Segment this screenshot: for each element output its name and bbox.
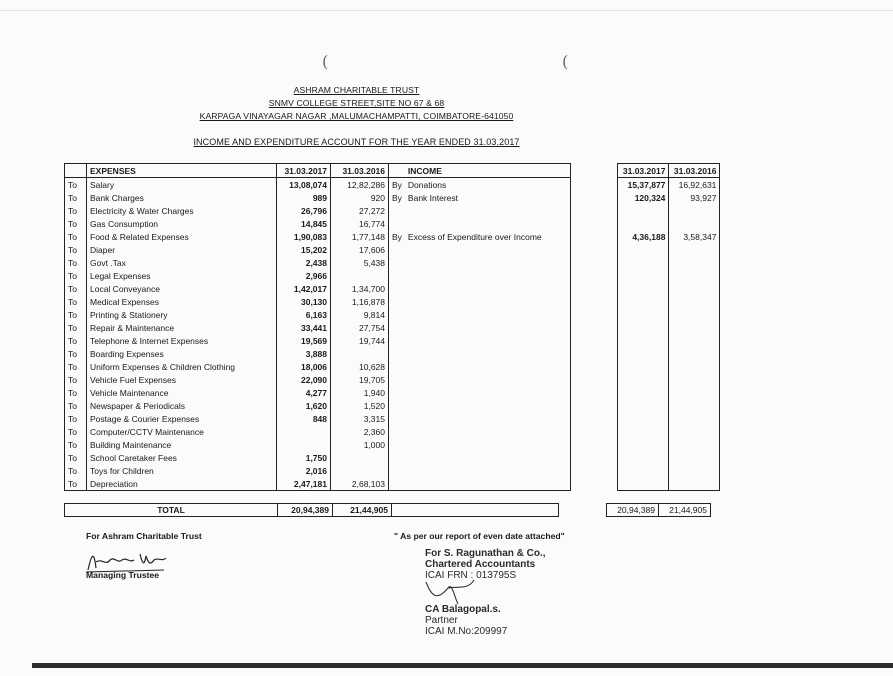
income-name (405, 243, 571, 256)
expense-2017: 33,441 (277, 321, 331, 334)
row-by (389, 321, 405, 334)
income-name (405, 386, 571, 399)
expense-2017: 3,888 (277, 347, 331, 360)
income-name (405, 217, 571, 230)
expense-2016: 9,814 (331, 308, 389, 321)
income-2017 (618, 438, 669, 451)
income-name (405, 477, 571, 491)
expense-2016: 920 (331, 191, 389, 204)
header-expenses: EXPENSES (87, 164, 277, 178)
expense-2017: 14,845 (277, 217, 331, 230)
per-report-note: " As per our report of even date attached" (394, 531, 565, 541)
org-address-line1: SNMV COLLEGE STREET,SITE NO 67 & 68 (268, 98, 445, 108)
income-2016 (669, 399, 720, 412)
income-2017 (618, 308, 669, 321)
gap-cell (571, 360, 618, 373)
expense-2017: 18,006 (277, 360, 331, 373)
income-2017: 15,37,877 (618, 178, 669, 192)
row-by (389, 373, 405, 386)
income-2016 (669, 204, 720, 217)
row-prefix: To (65, 334, 87, 347)
row-by (389, 308, 405, 321)
gap-cell (571, 464, 618, 477)
expense-2017: 15,202 (277, 243, 331, 256)
row-prefix: To (65, 425, 87, 438)
table-row (65, 347, 720, 360)
income-name (405, 308, 571, 321)
gap-cell (571, 230, 618, 243)
expense-2017: 26,796 (277, 204, 331, 217)
row-by: By (389, 230, 405, 243)
managing-trustee-label: Managing Trustee (86, 570, 160, 580)
income-2017 (618, 360, 669, 373)
expense-2016: 10,628 (331, 360, 389, 373)
row-prefix: To (65, 217, 87, 230)
total-exp-2016: 21,44,905 (333, 504, 392, 517)
income-name (405, 269, 571, 282)
income-2016 (669, 412, 720, 425)
income-2017 (618, 321, 669, 334)
table-row (65, 399, 720, 412)
row-by: By (389, 178, 405, 192)
gap-cell (571, 451, 618, 464)
expense-name: Local Conveyance (87, 282, 277, 295)
partner-name: CA Balagopal.s. (425, 604, 501, 615)
income-2016: 16,92,631 (669, 178, 720, 192)
page-bottom-bar (32, 663, 893, 668)
gap-cell (571, 243, 618, 256)
row-prefix: To (65, 256, 87, 269)
partner-title: Partner (425, 615, 458, 626)
statement-title: INCOME AND EXPENDITURE ACCOUNT FOR THE YEAR ENDED 31.03.2017 (193, 137, 520, 147)
table-row (65, 282, 720, 295)
income-expenditure-table (64, 163, 720, 491)
income-name (405, 204, 571, 217)
gap-cell (571, 308, 618, 321)
row-prefix: To (65, 178, 87, 192)
expense-name: Repair & Maintenance (87, 321, 277, 334)
table-row (65, 360, 720, 373)
expense-2016: 1,000 (331, 438, 389, 451)
gap-cell (571, 425, 618, 438)
expense-2017: 848 (277, 412, 331, 425)
income-2016 (669, 373, 720, 386)
total-inc-2016: 21,44,905 (659, 504, 711, 517)
expense-name: Computer/CCTV Maintenance (87, 425, 277, 438)
expense-2017 (277, 425, 331, 438)
totals-table (64, 503, 711, 517)
income-name (405, 334, 571, 347)
expense-2016: 3,315 (331, 412, 389, 425)
row-prefix: To (65, 347, 87, 360)
gap-cell (571, 321, 618, 334)
expense-name: Uniform Expenses & Children Clothing (87, 360, 277, 373)
gap-cell (571, 191, 618, 204)
header-prefix-cell (65, 164, 87, 178)
expense-name: Printing & Stationery (87, 308, 277, 321)
partner-membership-no: ICAI M.No:209997 (425, 626, 508, 637)
expense-name: Govt .Tax (87, 256, 277, 269)
expense-2016: 2,68,103 (331, 477, 389, 491)
row-prefix: To (65, 321, 87, 334)
income-2017 (618, 451, 669, 464)
gap-cell (571, 412, 618, 425)
row-by (389, 399, 405, 412)
punch-hole-right: ( (562, 52, 569, 71)
org-address-line2: KARPAGA VINAYAGAR NAGAR ,MALUMACHAMPATTI, COIMBATORE-641050 (199, 111, 514, 121)
expense-2017: 2,438 (277, 256, 331, 269)
total-exp-2017: 20,94,389 (278, 504, 333, 517)
income-name (405, 425, 571, 438)
header-gap-cell (571, 164, 618, 178)
income-name (405, 464, 571, 477)
gap-cell (571, 295, 618, 308)
expense-2016: 27,272 (331, 204, 389, 217)
expense-name: Vehicle Maintenance (87, 386, 277, 399)
expense-2016: 1,520 (331, 399, 389, 412)
row-prefix: To (65, 399, 87, 412)
expense-2016: 17,606 (331, 243, 389, 256)
expense-name: Newspaper & Periodicals (87, 399, 277, 412)
row-prefix: To (65, 438, 87, 451)
header-exp-2017: 31.03.2017 (277, 164, 331, 178)
expense-name: Depreciation (87, 477, 277, 491)
expense-2016: 12,82,286 (331, 178, 389, 192)
row-prefix: To (65, 230, 87, 243)
income-name (405, 347, 571, 360)
row-by (389, 425, 405, 438)
row-by (389, 412, 405, 425)
table-row (65, 295, 720, 308)
income-2016 (669, 477, 720, 491)
row-by (389, 217, 405, 230)
income-2017 (618, 477, 669, 491)
income-2017 (618, 243, 669, 256)
row-prefix: To (65, 282, 87, 295)
row-by (389, 282, 405, 295)
expense-2016 (331, 464, 389, 477)
expense-2016: 1,77,148 (331, 230, 389, 243)
expense-name: Toys for Children (87, 464, 277, 477)
table-row (65, 334, 720, 347)
row-prefix: To (65, 308, 87, 321)
table-row (65, 425, 720, 438)
row-by (389, 464, 405, 477)
income-2017 (618, 295, 669, 308)
expense-2017: 2,016 (277, 464, 331, 477)
expense-2017: 1,620 (277, 399, 331, 412)
income-2016 (669, 295, 720, 308)
income-2016 (669, 217, 720, 230)
table-row (65, 204, 720, 217)
table-row (65, 230, 720, 243)
row-by (389, 477, 405, 491)
table-row (65, 243, 720, 256)
income-2017 (618, 269, 669, 282)
org-name: ASHRAM CHARITABLE TRUST (293, 85, 420, 95)
gap-cell (571, 373, 618, 386)
expense-name: Building Maintenance (87, 438, 277, 451)
header-inc-2017: 31.03.2017 (618, 164, 669, 178)
row-by (389, 204, 405, 217)
row-by (389, 386, 405, 399)
gap-cell (571, 347, 618, 360)
table-row (65, 373, 720, 386)
expense-name: Gas Consumption (87, 217, 277, 230)
row-prefix: To (65, 451, 87, 464)
expense-2016: 1,940 (331, 386, 389, 399)
expense-name: Bank Charges (87, 191, 277, 204)
table-row (65, 386, 720, 399)
total-income-blank (392, 504, 559, 517)
income-2016 (669, 464, 720, 477)
expense-name: School Caretaker Fees (87, 451, 277, 464)
income-2017: 120,324 (618, 191, 669, 204)
income-2016: 93,927 (669, 191, 720, 204)
expense-2017: 2,966 (277, 269, 331, 282)
table-row (65, 412, 720, 425)
income-2016 (669, 321, 720, 334)
header-inc-2016: 31.03.2016 (669, 164, 720, 178)
table-row (65, 178, 720, 192)
row-prefix: To (65, 243, 87, 256)
income-2016 (669, 256, 720, 269)
income-2017 (618, 464, 669, 477)
partner-block (425, 604, 507, 637)
income-2017 (618, 373, 669, 386)
row-by (389, 451, 405, 464)
total-gap (559, 504, 607, 517)
expense-2016: 19,744 (331, 334, 389, 347)
row-by (389, 438, 405, 451)
income-2016 (669, 243, 720, 256)
gap-cell (571, 282, 618, 295)
income-name: Donations (405, 178, 571, 192)
table-row (65, 217, 720, 230)
income-name (405, 282, 571, 295)
table-row (65, 464, 720, 477)
gap-cell (571, 438, 618, 451)
income-2016 (669, 308, 720, 321)
expense-2016: 5,438 (331, 256, 389, 269)
gap-cell (571, 477, 618, 491)
row-by (389, 256, 405, 269)
expense-name: Food & Related Expenses (87, 230, 277, 243)
income-name (405, 399, 571, 412)
table-header-row (65, 164, 720, 178)
expense-2016 (331, 269, 389, 282)
auditor-firm: For S. Ragunathan & Co., (425, 548, 546, 559)
income-2016 (669, 425, 720, 438)
expense-2017: 1,90,083 (277, 230, 331, 243)
table-row (65, 438, 720, 451)
income-2016 (669, 347, 720, 360)
expense-name: Legal Expenses (87, 269, 277, 282)
income-name (405, 295, 571, 308)
income-2017: 4,36,188 (618, 230, 669, 243)
row-by: By (389, 191, 405, 204)
row-prefix: To (65, 269, 87, 282)
row-by (389, 347, 405, 360)
expense-name: Medical Expenses (87, 295, 277, 308)
total-inc-2017: 20,94,389 (607, 504, 659, 517)
page-edge-line (0, 10, 893, 11)
income-2016 (669, 438, 720, 451)
income-2017 (618, 399, 669, 412)
table-row (65, 308, 720, 321)
table-row (65, 269, 720, 282)
income-2017 (618, 334, 669, 347)
row-prefix: To (65, 477, 87, 491)
expense-name: Boarding Expenses (87, 347, 277, 360)
row-by (389, 243, 405, 256)
expense-name: Salary (87, 178, 277, 192)
expense-name: Vehicle Fuel Expenses (87, 373, 277, 386)
expense-2017: 6,163 (277, 308, 331, 321)
income-name: Bank Interest (405, 191, 571, 204)
income-2017 (618, 204, 669, 217)
expense-2017: 1,42,017 (277, 282, 331, 295)
row-prefix: To (65, 373, 87, 386)
auditor-designation: Chartered Accountants (425, 559, 536, 570)
expense-name: Postage & Courier Expenses (87, 412, 277, 425)
punch-hole-left: ( (322, 52, 329, 71)
expense-2017: 1,750 (277, 451, 331, 464)
row-prefix: To (65, 386, 87, 399)
income-2017 (618, 412, 669, 425)
row-by (389, 295, 405, 308)
expense-2016: 19,705 (331, 373, 389, 386)
header-income: INCOME (405, 164, 571, 178)
gap-cell (571, 256, 618, 269)
gap-cell (571, 204, 618, 217)
row-by (389, 360, 405, 373)
auditor-frn: ICAI FRN : 013795S (425, 570, 517, 581)
row-prefix: To (65, 412, 87, 425)
gap-cell (571, 399, 618, 412)
expense-2017 (277, 438, 331, 451)
expense-2017: 19,569 (277, 334, 331, 347)
table-row (65, 256, 720, 269)
income-2016 (669, 360, 720, 373)
expense-2016: 27,754 (331, 321, 389, 334)
income-2016 (669, 282, 720, 295)
expense-2016 (331, 451, 389, 464)
total-label: TOTAL (65, 504, 278, 517)
income-2017 (618, 282, 669, 295)
expense-2016: 1,16,878 (331, 295, 389, 308)
income-name (405, 373, 571, 386)
expense-name: Telephone & Internet Expenses (87, 334, 277, 347)
income-2017 (618, 425, 669, 438)
income-name (405, 451, 571, 464)
income-2017 (618, 256, 669, 269)
income-2017 (618, 347, 669, 360)
expense-name: Electricity & Water Charges (87, 204, 277, 217)
header-exp-2016: 31.03.2016 (331, 164, 389, 178)
expense-2016 (331, 347, 389, 360)
income-2017 (618, 386, 669, 399)
totals-row (65, 504, 711, 517)
income-2016: 3,58,347 (669, 230, 720, 243)
row-prefix: To (65, 204, 87, 217)
row-prefix: To (65, 191, 87, 204)
row-by (389, 334, 405, 347)
expense-name: Diaper (87, 243, 277, 256)
gap-cell (571, 178, 618, 192)
expense-2017: 13,08,074 (277, 178, 331, 192)
table-row (65, 321, 720, 334)
row-prefix: To (65, 360, 87, 373)
expense-2017: 989 (277, 191, 331, 204)
income-name (405, 256, 571, 269)
gap-cell (571, 386, 618, 399)
row-prefix: To (65, 464, 87, 477)
expense-2017: 22,090 (277, 373, 331, 386)
income-name (405, 412, 571, 425)
expense-2017: 4,277 (277, 386, 331, 399)
income-name: Excess of Expenditure over Income (405, 230, 571, 243)
gap-cell (571, 334, 618, 347)
income-2016 (669, 386, 720, 399)
expense-2016: 1,34,700 (331, 282, 389, 295)
expense-2016: 16,774 (331, 217, 389, 230)
expense-2016: 2,360 (331, 425, 389, 438)
income-2016 (669, 334, 720, 347)
for-trust-label: For Ashram Charitable Trust (86, 531, 202, 541)
header-by-cell (389, 164, 405, 178)
income-2016 (669, 269, 720, 282)
income-name (405, 321, 571, 334)
table-row (65, 191, 720, 204)
income-name (405, 360, 571, 373)
gap-cell (571, 217, 618, 230)
expense-2017: 30,130 (277, 295, 331, 308)
income-2016 (669, 451, 720, 464)
row-by (389, 269, 405, 282)
table-row (65, 451, 720, 464)
income-2017 (618, 217, 669, 230)
row-prefix: To (65, 295, 87, 308)
gap-cell (571, 269, 618, 282)
expense-2017: 2,47,181 (277, 477, 331, 491)
table-row (65, 477, 720, 491)
income-name (405, 438, 571, 451)
